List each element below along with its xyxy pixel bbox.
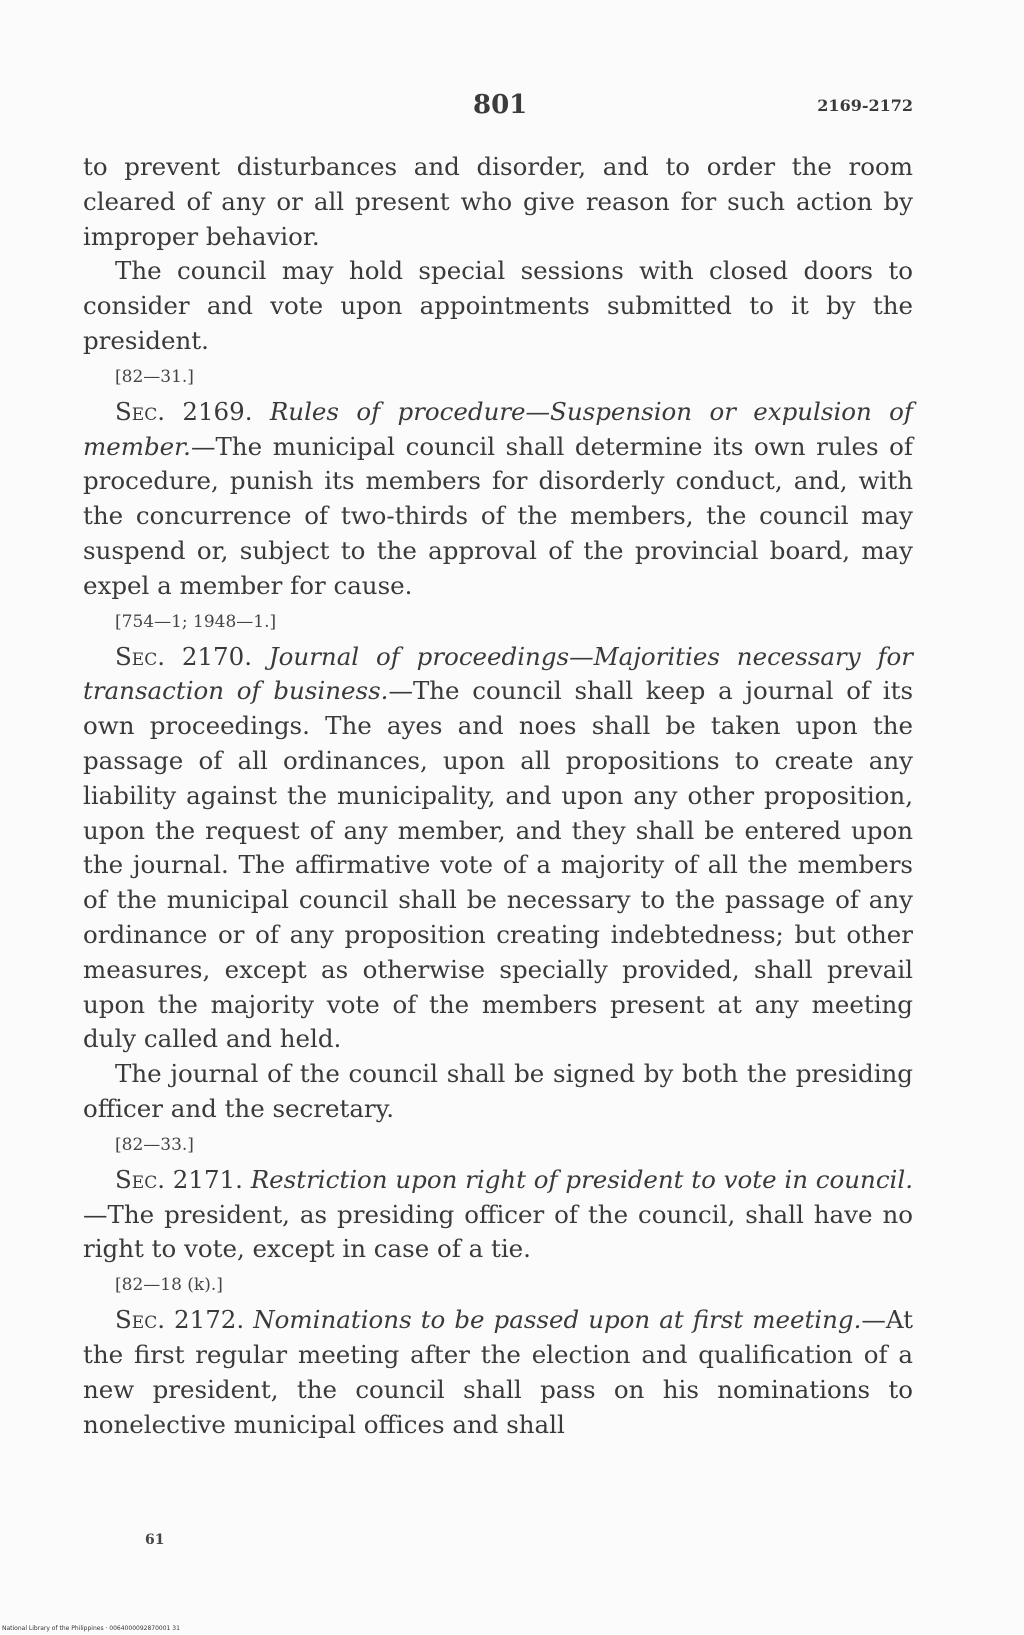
section-2170 [83, 640, 913, 1058]
section-title: Nominations to be passed upon at first meeting. [253, 1305, 862, 1335]
document-page [83, 88, 913, 1568]
page-number: 801 [473, 90, 528, 120]
section-title: Restriction upon right of president to vote in council. [250, 1164, 914, 1194]
section-label: Sec. [115, 1305, 165, 1335]
citation: [82—31.] [115, 366, 194, 387]
section-title: Rules of procedure—Suspension or expulsion of member. [83, 396, 913, 461]
section-text: —The council shall keep a journal of its own proceedings. The ayes and noes shall be taken upon the passage of all ordinances, upon all propositions to create any liability against the municipality, and upon any other proposition, upon the request of any member, and they shall be entered upon the journal. The affirmative vote of a majority of all the members of the municipal council shall be necessary to the passage of any ordinance or of any proposition creating indebtedness; but other measures, except as otherwise specially provided, shall prevail upon the majority vote of the members present at any meeting duly called and held. [83, 676, 914, 1054]
section-text: —The president, as presiding officer of the council, shall have no right to vote, except in case of a tie. [83, 1199, 913, 1264]
section-title: Journal of proceedings—Majorities necessary for transaction of business. [83, 641, 913, 706]
section-number: 2171. [172, 1164, 243, 1194]
section-number: 2169. [182, 396, 253, 426]
section-range: 2169-2172 [817, 96, 913, 115]
section-number: 2170. [181, 641, 252, 671]
citation: [82—33.] [115, 1134, 194, 1155]
page-body [83, 150, 913, 1442]
section-label: Sec. [115, 1164, 165, 1194]
paragraph-special-sessions: The council may hold special sessions with closed doors to consider and vote upon appointments submitted to it by the president. [83, 256, 913, 355]
scan-credit: National Library of the Philippines · 0064000092870001 31 [2, 1625, 180, 1632]
section-2172 [83, 1303, 913, 1442]
paragraph-journal-signing: The journal of the council shall be signed by both the presiding officer and the secretary. [83, 1059, 913, 1123]
paragraph-continuation: to prevent disturbances and disorder, and to order the room cleared of any or all present who give reason for such action by improper behavior. [83, 152, 913, 251]
section-label: Sec. [115, 641, 165, 671]
section-label: Sec. [115, 396, 165, 426]
citation: [754—1; 1948—1.] [115, 611, 277, 632]
page-header [83, 88, 913, 128]
section-2169 [83, 395, 913, 604]
section-text: —At the first regular meeting after the election and qualification of a new president, the council shall pass on his nominations to nonelective municipal offices and shall [83, 1305, 913, 1439]
section-number: 2172. [174, 1305, 245, 1335]
section-text: —The municipal council shall determine its own rules of procedure, punish its members for disorderly conduct, and, with the concurrence of two-thirds of the members, the council may suspend or, subject to the approval of the provincial board, may expel a member for cause. [83, 431, 913, 600]
printer-signature: 61 [145, 1532, 165, 1548]
section-2171 [83, 1163, 913, 1267]
citation: [82—18 (k).] [115, 1275, 223, 1296]
